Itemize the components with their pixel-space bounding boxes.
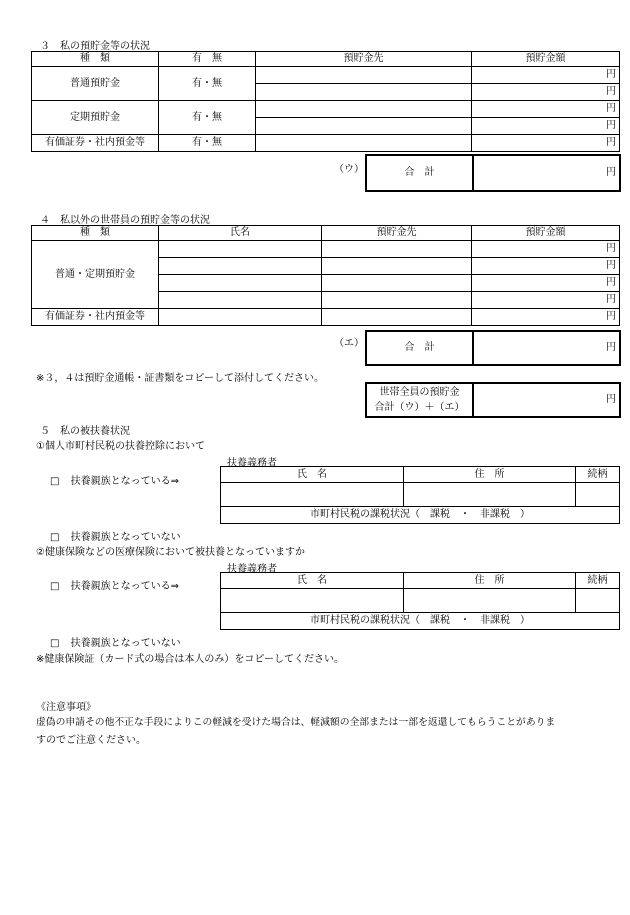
- col-header-address: 住 所: [404, 467, 576, 483]
- tax-status-row[interactable]: 市町村民税の課税状況（ 課税 ・ 非課税 ）: [221, 507, 620, 524]
- col-header-name: 氏 名: [221, 573, 404, 589]
- total-label: 合 計: [366, 155, 473, 191]
- amount-cell[interactable]: 円: [472, 67, 620, 84]
- col-header-bank: 預貯金先: [256, 52, 472, 67]
- supporter-relation-cell[interactable]: [576, 483, 620, 507]
- notes-heading: 《注意事項》: [36, 702, 96, 713]
- amount-cell[interactable]: 円: [472, 241, 620, 258]
- bank-cell[interactable]: [322, 309, 472, 326]
- row-label-securities: 有価証券・社内預金等: [32, 309, 159, 326]
- amount-cell[interactable]: 円: [472, 84, 620, 101]
- bank-cell[interactable]: [322, 292, 472, 309]
- total-amount-e[interactable]: 円: [473, 331, 620, 365]
- col-header-amount: 預貯金額: [472, 226, 620, 241]
- tax-status-row[interactable]: 市町村民税の課税状況（ 課税 ・ 非課税 ）: [221, 613, 620, 630]
- dependent-no-label: 扶養親族となっていない: [70, 638, 181, 649]
- bank-cell[interactable]: [256, 84, 472, 101]
- col-header-name: 氏 名: [221, 467, 404, 483]
- notes-body-line1: 虚偽の申請その他不正な手段によりこの軽減を受けた場合は、軽減額の全部または一部を返還してもらうことがありま: [36, 717, 556, 728]
- col-header-address: 住 所: [404, 573, 576, 589]
- amount-cell[interactable]: 円: [472, 309, 620, 326]
- supporter-table-2: [220, 572, 620, 630]
- savings-table-self: [31, 51, 620, 152]
- total-label: 合 計: [366, 331, 473, 365]
- col-header-bank: 預貯金先: [322, 226, 472, 241]
- col-header-type: 種 類: [32, 52, 159, 67]
- amount-cell[interactable]: 円: [472, 292, 620, 309]
- supporter-label-2: 扶養義務者: [227, 564, 277, 575]
- dependent-no-label: 扶養親族となっていない: [70, 532, 181, 543]
- question-2: ②健康保険などの医療保険において被扶養となっていますか: [36, 547, 305, 558]
- amount-cell[interactable]: 円: [472, 258, 620, 275]
- col-header-relation: 続柄: [576, 573, 620, 589]
- supporter-name-cell[interactable]: [221, 483, 404, 507]
- savings-table-household: [31, 225, 620, 326]
- checkbox-icon[interactable]: □: [50, 581, 60, 592]
- dependent-yes-label: 扶養親族となっている⇒: [70, 581, 180, 592]
- name-cell[interactable]: [159, 258, 322, 275]
- total-table-self: [365, 154, 621, 192]
- col-header-relation: 続柄: [576, 467, 620, 483]
- presence-fixed[interactable]: 有・無: [159, 101, 256, 135]
- bank-cell[interactable]: [322, 275, 472, 292]
- total-amount-u[interactable]: 円: [473, 155, 620, 191]
- household-total-label: [366, 383, 473, 417]
- supporter-label-1: 扶養義務者: [227, 458, 277, 469]
- household-total-table: [365, 382, 621, 418]
- dependent-yes-option-2[interactable]: [50, 577, 179, 592]
- checkbox-icon[interactable]: □: [50, 532, 60, 543]
- amount-cell[interactable]: 円: [472, 275, 620, 292]
- bank-cell[interactable]: [322, 258, 472, 275]
- name-cell[interactable]: [159, 292, 322, 309]
- section-3-heading: ３ 私の預貯金等の状況: [40, 41, 150, 52]
- bank-cell[interactable]: [256, 135, 472, 152]
- section-5-heading: ５ 私の被扶養状況: [40, 426, 130, 437]
- amount-cell[interactable]: 円: [472, 118, 620, 135]
- name-cell[interactable]: [159, 241, 322, 258]
- total-table-household: [365, 330, 621, 366]
- presence-ordinary[interactable]: 有・無: [159, 67, 256, 101]
- supporter-relation-cell[interactable]: [576, 589, 620, 613]
- checkbox-icon[interactable]: □: [50, 476, 60, 487]
- dependent-yes-label: 扶養親族となっている⇒: [70, 476, 180, 487]
- question-1: ①個人市町村民税の扶養控除において: [36, 441, 205, 452]
- notes-body-line2: すのでご注意ください。: [36, 735, 146, 746]
- row-label-fixed: 定期預貯金: [32, 101, 159, 135]
- col-header-presence: 有 無: [159, 52, 256, 67]
- checkbox-icon[interactable]: □: [50, 638, 60, 649]
- household-total-line2: 合計（ウ）＋（エ）: [374, 402, 465, 413]
- row-label-securities: 有価証券・社内預金等: [32, 135, 159, 152]
- dependent-no-option-1[interactable]: [50, 528, 181, 543]
- dependent-no-option-2[interactable]: [50, 634, 181, 649]
- supporter-name-cell[interactable]: [221, 589, 404, 613]
- section-4-heading: ４ 私以外の世帯員の預貯金等の状況: [40, 215, 210, 226]
- name-cell[interactable]: [159, 275, 322, 292]
- household-total-line1: 世帯全員の預貯金: [379, 387, 460, 398]
- presence-securities[interactable]: 有・無: [159, 135, 256, 152]
- col-header-name: 氏名: [159, 226, 322, 241]
- row-label-ordinary-fixed: 普通・定期預貯金: [32, 241, 159, 309]
- bank-cell[interactable]: [256, 118, 472, 135]
- bank-cell[interactable]: [256, 67, 472, 84]
- row-label-ordinary: 普通預貯金: [32, 67, 159, 101]
- bank-cell[interactable]: [256, 101, 472, 118]
- amount-cell[interactable]: 円: [472, 101, 620, 118]
- insurance-card-note: ※健康保険証（カード式の場合は本人のみ）をコピーしてください。: [36, 654, 344, 665]
- bank-cell[interactable]: [322, 241, 472, 258]
- total-mark-u: （ウ）: [334, 164, 364, 175]
- dependent-yes-option-1[interactable]: [50, 472, 179, 487]
- col-header-type: 種 類: [32, 226, 159, 241]
- supporter-table-1: [220, 466, 620, 524]
- name-cell[interactable]: [159, 309, 322, 326]
- amount-cell[interactable]: 円: [472, 135, 620, 152]
- household-total-amount[interactable]: 円: [473, 383, 620, 417]
- supporter-address-cell[interactable]: [404, 589, 576, 613]
- copy-attach-note: ※３，４は預貯金通帳・証書類をコピーして添付してください。: [36, 373, 324, 384]
- supporter-address-cell[interactable]: [404, 483, 576, 507]
- total-mark-e: （エ）: [334, 338, 364, 349]
- col-header-amount: 預貯金額: [472, 52, 620, 67]
